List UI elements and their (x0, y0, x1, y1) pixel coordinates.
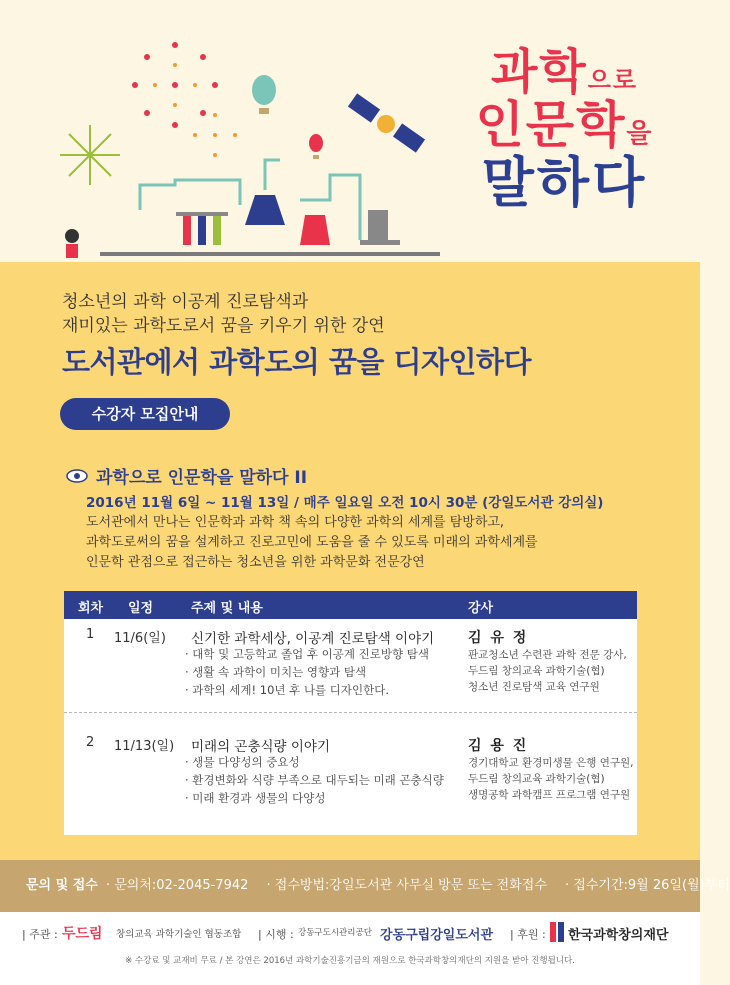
row-bullet: · 대학 및 고등학교 졸업 후 이공계 진로방향 탐색 (185, 647, 429, 661)
satellite-icon (348, 93, 425, 152)
intro-text (62, 290, 385, 338)
header-round: 회차 (78, 601, 104, 616)
inquiry-label: 문의 및 접수 (26, 878, 98, 893)
row-number: 2 (86, 735, 95, 750)
exec-label: | 시행 : (258, 928, 294, 941)
table-header (64, 591, 637, 619)
sponsor-bar (0, 912, 700, 952)
row-date: 11/6(일) (114, 631, 166, 646)
lab-bench (100, 252, 440, 256)
row-bullet: · 환경변화와 식량 부족으로 대두되는 미래 곤충식량 (185, 773, 444, 787)
program-title (66, 463, 307, 488)
program-schedule: 2016년 11월 6일 ~ 11월 13일 / 매주 일요일 오전 10시 30분 (강일도서관 강의실) (86, 495, 604, 511)
row-number: 1 (86, 627, 95, 642)
inquiry-phone: · 문의처:02-2045-7942 (105, 878, 249, 893)
recruit-badge: 수강자 모집안내 (60, 398, 230, 430)
page-headline: 도서관에서 과학도의 꿈을 디자인하다 (62, 345, 532, 379)
exec-org: 강동구도시관리공단 (298, 928, 372, 938)
row-instructor: 김 용 진 (468, 738, 529, 754)
host-label: | 주관 : (22, 928, 58, 941)
description-line: 인문학 관점으로 접근하는 청소년을 위한 과학문화 전문강연 (86, 555, 425, 570)
header-date: 일정 (128, 601, 154, 616)
row-date: 11/13(일) (114, 739, 175, 754)
description-line: 과학도로써의 꿈을 설계하고 진로고민에 도움을 줄 수 있도록 미래의 과학세계를 (86, 535, 538, 550)
inquiry-period: · 접수기간:9월 26일(월)부터 (565, 878, 730, 893)
row-bullet: · 생물 다양성의 중요성 (185, 755, 300, 769)
poster-title-art: 과학으로 인문학을 말하다 (475, 44, 654, 214)
balloon-icon (252, 75, 276, 114)
lecture-table (64, 591, 637, 835)
intro-line-2: 재미있는 과학도로서 꿈을 키우기 위한 강연 (62, 316, 385, 336)
row-topic: 신기한 과학세상, 이공계 진로탐색 이야기 (191, 631, 435, 647)
microscope-icon (360, 210, 400, 245)
row-instructor: 김 유 정 (468, 630, 529, 646)
inquiry-band (0, 860, 730, 912)
child-figure-icon (65, 229, 79, 258)
instructor-info: 판교청소년 수련관 과학 전문 강사, 두드림 창의교육 과학기술(협) 청소년 진로탐색 교육 연구원 (468, 649, 627, 693)
row-bullet: · 과학의 세계! 10년 후 나를 디자인한다. (185, 683, 390, 697)
flask-icon (245, 195, 330, 245)
program-description (86, 513, 646, 573)
row-divider (64, 712, 637, 713)
footnote: ※ 수강료 및 교재비 무료 / 본 강연은 2016년 과학기술진흥기금의 재원으로 한국과학창의재단의 지원을 받아 진행됩니다. (0, 952, 700, 985)
firework-right-icon (193, 113, 237, 157)
instructor-info: 경기대학교 환경미생물 은행 연구원, 두드림 창의교육 과학기술(협) 생명공학 과학캠프 프로그램 연구원 (468, 757, 634, 801)
intro-line-1: 청소년의 과학 이공계 진로탐색과 (62, 292, 309, 312)
eye-icon (66, 469, 88, 483)
row-bullet: · 미래 환경과 생물의 다양성 (185, 791, 326, 805)
row-bullet: · 생활 속 과학이 미치는 영향과 탐색 (185, 665, 367, 679)
inquiry-method: · 접수방법:강일도서관 사무실 방문 또는 전화접수 (266, 878, 547, 893)
exec-library: 강동구립강일도서관 (380, 928, 494, 943)
header-instructor: 강사 (468, 601, 494, 616)
header-illustration (0, 0, 700, 262)
kofac-logo-icon (550, 922, 564, 942)
description-line: 도서관에서 만나는 인문학과 과학 책 속의 다양한 과학의 세계를 탐방하고, (86, 515, 505, 530)
host-name: 창의교육 과학기술인 협동조합 (116, 929, 242, 940)
dodream-logo: 두드림 (62, 926, 103, 942)
support-label: | 후원 : (510, 928, 546, 941)
header-topic: 주제 및 내용 (191, 601, 263, 616)
row-topic: 미래의 곤충식량 이야기 (191, 739, 330, 755)
balloon-small-icon (309, 134, 323, 159)
firework-left-icon (60, 125, 120, 185)
test-tubes-icon (176, 212, 228, 245)
support-org: 한국과학창의재단 (568, 928, 669, 943)
firework-center-icon (132, 42, 218, 128)
program-title-text: 과학으로 인문학을 말하다 II (96, 468, 308, 488)
